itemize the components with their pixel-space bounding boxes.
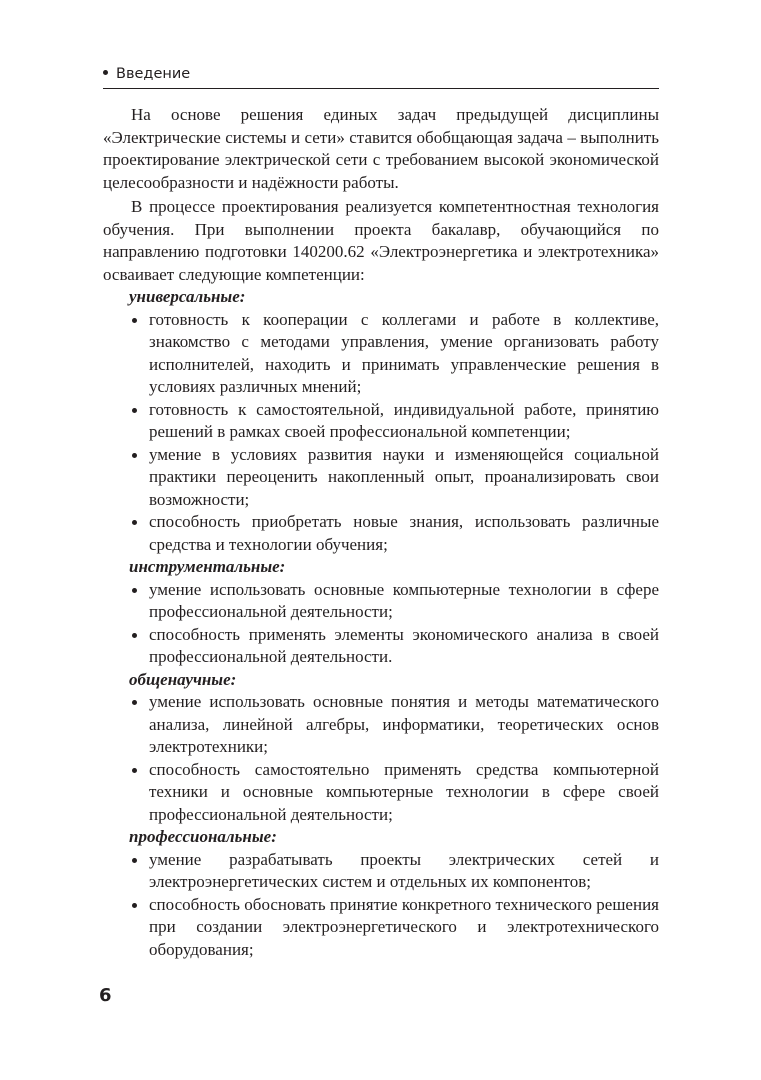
list-item [103, 849, 659, 894]
bullet-icon [132, 700, 137, 705]
list-item-text: способность приобретать новые знания, использовать различные средства и технологии обучения; [149, 512, 659, 554]
bullet-icon [132, 318, 137, 323]
bullet-icon [132, 858, 137, 863]
bullet-icon [132, 633, 137, 638]
competence-section-instrumental [103, 556, 659, 669]
competence-section-professional [103, 826, 659, 961]
list-item [103, 624, 659, 669]
list-item-text: способность обосновать принятие конкретного технического решения при создании электроэнергетического и электротехнического оборудования; [149, 894, 659, 959]
intro-paragraph: На основе решения единых задач предыдущей дисциплины «Электрические системы и сети» ставится обобщающая задача – выполнить проектирование электрической сети с требованием высокой экономической целесообразности и надёжности работы. [103, 105, 659, 192]
list-item [103, 579, 659, 624]
list-item [103, 399, 659, 444]
bullet-list [103, 849, 659, 962]
section-title: универсальные: [129, 287, 246, 306]
intro-paragraph: В процессе проектирования реализуется компетентностная технология обучения. При выполнении проекта бакалавр, обучающийся по направлению подготовки 140200.62 «Электроэнергетика и электротехника» осваивает следующие компетенции: [103, 197, 659, 284]
list-item-text: умение использовать основные понятия и методы математического анализа, линейной алгебры, информатики, теоретических основ электротехники; [149, 692, 659, 756]
list-item-text: готовность к кооперации с коллегами и работе в коллективе, знакомство с методами управления, умение организовать работу исполнителей, находить и принимать управленческие решения в условиях различных мнений; [149, 309, 659, 396]
bullet-icon [132, 903, 137, 908]
bullet-icon [132, 453, 137, 458]
section-title: общенаучные: [129, 669, 237, 689]
bullet-icon [132, 768, 137, 773]
running-header [103, 66, 659, 82]
section-title: профессиональные: [129, 827, 277, 846]
bullet-icon [132, 588, 137, 593]
section-title: инструментальные: [129, 557, 286, 576]
bullet-list [103, 691, 659, 826]
list-item-text: умение использовать основные компьютерные технологии в сфере профессиональной деятельности; [149, 579, 659, 621]
list-item-text: умение разрабатывать проекты электрических сетей и электроэнергетических систем и отдельных их компонентов; [149, 849, 659, 891]
bullet-icon [103, 70, 108, 75]
list-item-text: готовность к самостоятельной, индивидуальной работе, принятию решений в рамках своей профессиональной компетенции; [149, 399, 659, 441]
list-item-text: умение в условиях развития науки и изменяющейся социальной практики переоценить накопленный опыт, проанализировать свои возможности; [149, 444, 659, 509]
list-item [103, 444, 659, 512]
bullet-icon [132, 408, 137, 413]
list-item-text: способность самостоятельно применять средства компьютерной техники и основные компьютерные технологии в сфере своей профессиональной деятельности; [149, 759, 659, 824]
page-number: 6 [99, 985, 112, 1006]
header-title: Введение [116, 66, 191, 82]
page-body [103, 104, 659, 961]
bullet-icon [132, 520, 137, 525]
list-item [103, 309, 659, 399]
list-item [103, 759, 659, 827]
list-item [103, 511, 659, 556]
list-item-text: способность применять элементы экономического анализа в своей профессиональной деятельности. [149, 624, 659, 666]
bullet-list [103, 579, 659, 669]
list-item [103, 691, 659, 759]
competence-section-universal [103, 286, 659, 556]
bullet-list [103, 309, 659, 557]
header-divider [103, 88, 659, 89]
competence-section-general-science [103, 669, 659, 827]
list-item [103, 894, 659, 962]
